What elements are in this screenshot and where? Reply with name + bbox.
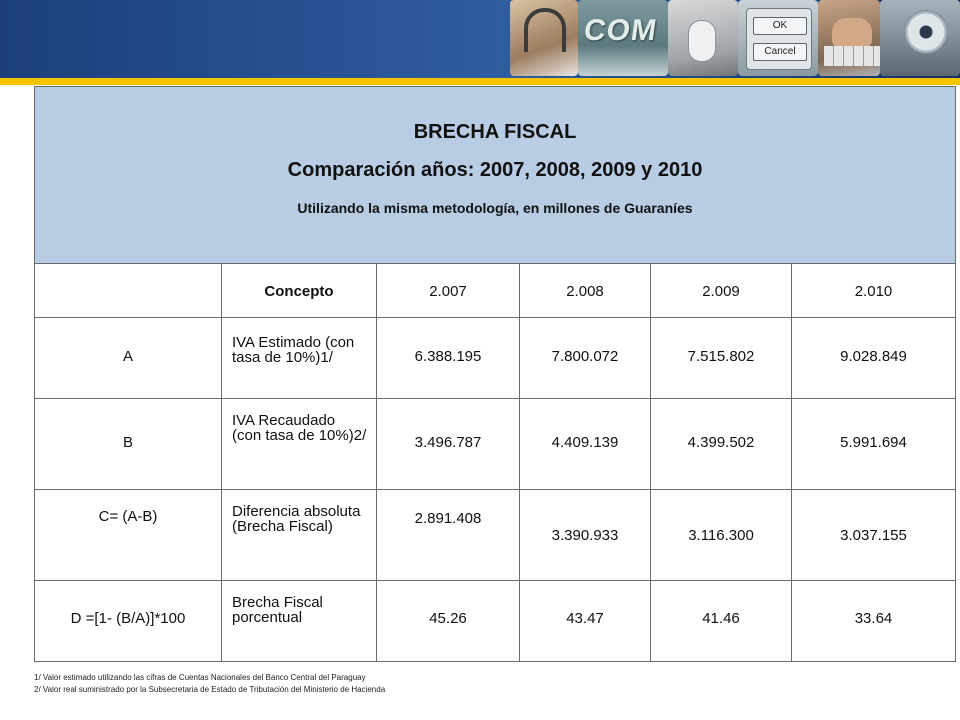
value-2007: 6.388.195 [376,318,519,398]
table-row-b [35,399,955,490]
column-header-2010: 2.010 [791,264,955,317]
value-2009: 4.399.502 [650,399,791,489]
page-subtitle: Comparación años: 2007, 2008, 2009 y 2010 [287,159,703,181]
value-2007: 2.891.408 [376,490,519,580]
photo-com-sign [578,0,668,76]
value-2009: 41.46 [650,581,791,661]
hands-icon [832,18,872,48]
cd-icon [904,10,948,54]
value-2010: 3.037.155 [791,490,955,580]
photo-strip [510,0,960,78]
value-2009: 3.116.300 [650,490,791,580]
row-key: C= (A-B) [98,508,158,525]
photo-headset-operator [510,0,578,76]
value-2009: 7.515.802 [650,318,791,398]
column-header-key [35,264,221,317]
headset-icon [524,8,566,52]
footnote-1: 1/ Valor estimado utilizando las cifras de Cuentas Nacionales del Banco Central del Paraguay [34,673,366,682]
value-2008: 4.409.139 [519,399,650,489]
banner-gold-stripe [0,78,960,85]
photo-dialog [738,0,818,76]
column-header-2008: 2.008 [519,264,650,317]
top-banner [0,0,960,78]
dialog-graphic [746,8,812,70]
keyboard-icon [824,46,880,66]
footnote-2: 2/ Valor real suministrado por la Subsecretaria de Estado de Tributación del Ministerio de Hacienda [34,685,386,694]
page-title: BRECHA FISCAL [413,121,577,143]
value-2007: 3.496.787 [376,399,519,489]
row-concept: IVA Estimado (con tasa de 10%)1/ [221,318,376,398]
value-2010: 9.028.849 [791,318,955,398]
column-header-row [35,264,955,318]
value-2008: 3.390.933 [519,490,650,580]
com-sign-text: COM [581,14,660,47]
row-concept: Diferencia absoluta (Brecha Fiscal) [221,490,376,580]
table-row-d [35,581,955,661]
row-concept: IVA Recaudado (con tasa de 10%)2/ [221,399,376,489]
row-key: D =[1- (B/A)]*100 [70,610,186,627]
row-key: A [122,348,133,365]
column-header-2009: 2.009 [650,264,791,317]
row-key: B [122,434,133,451]
mouse-icon [688,20,716,62]
column-header-concepto: Concepto [221,264,376,317]
dialog-ok-graphic: OK [753,17,807,35]
table-row-a [35,318,955,399]
table-header [35,87,955,264]
column-header-2007: 2.007 [376,264,519,317]
value-2007: 45.26 [376,581,519,661]
dialog-cancel-graphic: Cancel [753,43,807,61]
row-concept: Brecha Fiscal porcentual [221,581,376,661]
value-2008: 43.47 [519,581,650,661]
brecha-fiscal-table [34,86,956,662]
table-row-c [35,490,955,581]
photo-typing-hands [818,0,880,76]
photo-mouse [668,0,738,76]
value-2010: 33.64 [791,581,955,661]
photo-cd [880,0,960,76]
value-2008: 7.800.072 [519,318,650,398]
value-2010: 5.991.694 [791,399,955,489]
units-note: Utilizando la misma metodología, en millones de Guaraníes [297,200,693,216]
